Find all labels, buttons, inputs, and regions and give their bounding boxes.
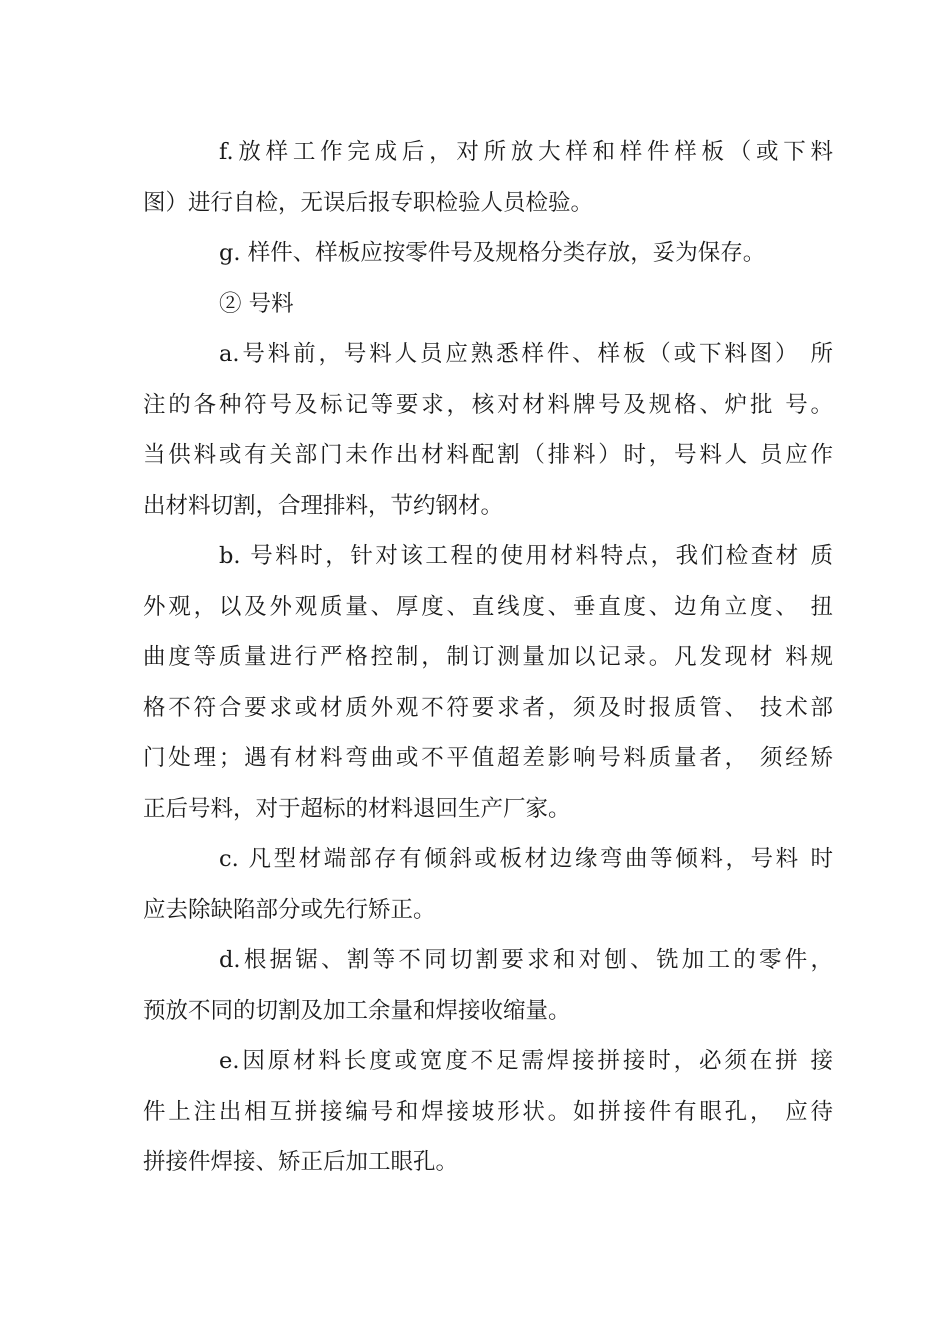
paragraph-e-line-1: e.因原材料长度或宽度不足需焊接拼接时，必须在拼 接 [219, 1048, 833, 1074]
paragraph-g-line-1: g. 样件、样板应按零件号及规格分类存放，妥为保存。 [219, 240, 766, 266]
paragraph-e-line-2: 件上注出相互拼接编号和焊接坡形状。如拼接件有眼孔， 应待 [143, 1098, 833, 1125]
paragraph-a-line-2: 注的各种符号及标记等要求，核对材料牌号及规格、炉批 号。 [143, 391, 833, 418]
paragraph-b-line-1: b. 号料时，针对该工程的使用材料特点，我们检查材 质 [219, 543, 833, 569]
section-heading-haoliao: ② 号料 [219, 290, 294, 317]
paragraph-c-line-2: 应去除缺陷部分或先行矫正。 [143, 896, 436, 923]
paragraph-d-line-1: d.根据锯、割等不同切割要求和对刨、铣加工的零件， [219, 947, 833, 973]
paragraph-d-line-2: 预放不同的切割及加工余量和焊接收缩量。 [143, 997, 571, 1024]
paragraph-f-line-1: f.放样工作完成后，对所放大样和样件样板（或下料 [219, 139, 833, 165]
paragraph-f-line-2: 图）进行自检，无误后报专职检验人员检验。 [143, 189, 594, 216]
paragraph-b-line-5: 门处理；遇有材料弯曲或不平值超差影响号料质量者， 须经矫 [143, 745, 833, 771]
paragraph-e-line-3: 拼接件焊接、矫正后加工眼孔。 [143, 1149, 459, 1175]
paragraph-a-line-4: 出材料切割，合理排料，节约钢材。 [143, 492, 504, 519]
paragraph-a-line-1: a.号料前，号料人员应熟悉样件、样板（或下料图） 所 [219, 341, 833, 367]
paragraph-b-line-2: 外观，以及外观质量、厚度、直线度、垂直度、边角立度、 扭 [143, 593, 833, 620]
paragraph-b-line-4: 格不符合要求或材质外观不符要求者，须及时报质管、 技术部 [143, 694, 833, 721]
paragraph-b-line-6: 正后号料，对于超标的材料退回生产厂家。 [143, 795, 571, 822]
paragraph-c-line-1: c. 凡型材端部存有倾斜或板材边缘弯曲等倾料，号料 时 [219, 846, 833, 872]
paragraph-b-line-3: 曲度等质量进行严格控制，制订测量加以记录。凡发现材 料规 [143, 644, 833, 670]
document-body [143, 127, 833, 1188]
paragraph-a-line-3: 当供料或有关部门未作出材料配割（排料）时，号料人 员应作 [143, 442, 833, 468]
